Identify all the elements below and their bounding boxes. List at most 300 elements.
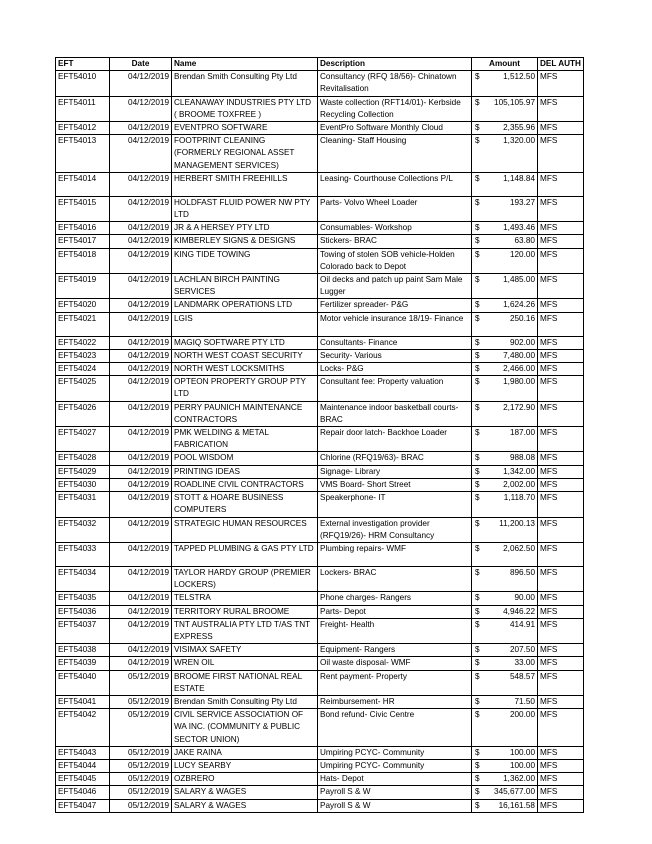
cell-description: Maintenance indoor basketball courts- BRAC xyxy=(318,401,472,426)
cell-eft: EFT54022 xyxy=(56,336,110,349)
currency-symbol: $ xyxy=(475,337,480,347)
cell-amount xyxy=(472,478,538,491)
cell-amount xyxy=(472,222,538,235)
cell-date: 04/12/2019 xyxy=(110,235,172,248)
cell-description: Fertilizer spreader- P&G xyxy=(318,299,472,312)
cell-amount xyxy=(472,605,538,618)
cell-name: HOLDFAST FLUID POWER NW PTY LTD xyxy=(172,196,318,221)
amount-value: 105,105.97 xyxy=(494,97,535,107)
cell-amount xyxy=(472,773,538,786)
cell-date: 04/12/2019 xyxy=(110,274,172,299)
cell-description: Reimbursement- HR xyxy=(318,695,472,708)
amount-value: 1,493.46 xyxy=(503,223,535,233)
cell-eft: EFT54026 xyxy=(56,401,110,426)
cell-date: 04/12/2019 xyxy=(110,196,172,221)
table-row xyxy=(56,657,584,670)
table-row xyxy=(56,135,584,173)
cell-del-auth: MFS xyxy=(538,799,584,812)
cell-del-auth: MFS xyxy=(538,299,584,312)
cell-name: Brendan Smith Consulting Pty Ltd xyxy=(172,71,318,96)
cell-description: Cleaning- Staff Housing xyxy=(318,135,472,173)
payments-document xyxy=(55,57,583,813)
table-row xyxy=(56,222,584,235)
amount-value: 2,172.90 xyxy=(503,402,535,412)
cell-description: Chlorine (RFQ19/63)- BRAC xyxy=(318,452,472,465)
cell-name: POOL WISDOM xyxy=(172,452,318,465)
currency-symbol: $ xyxy=(475,197,480,207)
cell-description: Hats- Depot xyxy=(318,773,472,786)
table-row xyxy=(56,478,584,491)
cell-eft: EFT54023 xyxy=(56,349,110,362)
cell-del-auth: MFS xyxy=(538,427,584,452)
cell-description: Towing of stolen SOB vehicle-Holden Colorado back to Depot xyxy=(318,248,472,273)
cell-del-auth: MFS xyxy=(538,135,584,173)
currency-symbol: $ xyxy=(475,300,480,310)
cell-date: 04/12/2019 xyxy=(110,478,172,491)
currency-symbol: $ xyxy=(475,275,480,285)
cell-del-auth: MFS xyxy=(538,773,584,786)
cell-del-auth: MFS xyxy=(538,401,584,426)
cell-eft: EFT54037 xyxy=(56,618,110,643)
table-row xyxy=(56,122,584,135)
table-row xyxy=(56,566,584,591)
cell-date: 04/12/2019 xyxy=(110,566,172,591)
amount-value: 896.50 xyxy=(509,567,535,577)
currency-symbol: $ xyxy=(475,593,480,603)
cell-eft: EFT54039 xyxy=(56,657,110,670)
currency-symbol: $ xyxy=(475,123,480,133)
cell-date: 04/12/2019 xyxy=(110,592,172,605)
currency-symbol: $ xyxy=(475,453,480,463)
cell-eft: EFT54033 xyxy=(56,542,110,566)
table-row xyxy=(56,312,584,336)
cell-description: Repair door latch- Backhoe Loader xyxy=(318,427,472,452)
currency-symbol: $ xyxy=(475,249,480,259)
cell-date: 04/12/2019 xyxy=(110,618,172,643)
currency-symbol: $ xyxy=(475,428,480,438)
cell-del-auth: MFS xyxy=(538,746,584,759)
cell-description: Motor vehicle insurance 18/19- Finance xyxy=(318,312,472,336)
table-row xyxy=(56,299,584,312)
cell-del-auth: MFS xyxy=(538,248,584,273)
currency-symbol: $ xyxy=(475,518,480,528)
cell-eft: EFT54036 xyxy=(56,605,110,618)
amount-value: 902.00 xyxy=(509,337,535,347)
cell-eft: EFT54031 xyxy=(56,492,110,517)
table-row xyxy=(56,336,584,349)
cell-amount xyxy=(472,274,538,299)
cell-description: Payroll S & W xyxy=(318,786,472,799)
cell-del-auth: MFS xyxy=(538,566,584,591)
cell-description: Consumables- Workshop xyxy=(318,222,472,235)
cell-amount xyxy=(472,336,538,349)
cell-description: Rent payment- Property xyxy=(318,670,472,695)
cell-amount xyxy=(472,248,538,273)
cell-eft: EFT54013 xyxy=(56,135,110,173)
cell-amount xyxy=(472,96,538,121)
cell-eft: EFT54040 xyxy=(56,670,110,695)
amount-value: 90.00 xyxy=(514,593,535,603)
cell-date: 05/12/2019 xyxy=(110,709,172,747)
cell-name: JAKE RAINA xyxy=(172,746,318,759)
currency-symbol: $ xyxy=(475,658,480,668)
cell-name: TAYLOR HARDY GROUP (PREMIER LOCKERS) xyxy=(172,566,318,591)
header-date: Date xyxy=(110,58,172,71)
currency-symbol: $ xyxy=(475,493,480,503)
cell-name: KIMBERLEY SIGNS & DESIGNS xyxy=(172,235,318,248)
amount-value: 1,624.26 xyxy=(503,300,535,310)
cell-del-auth: MFS xyxy=(538,349,584,362)
cell-del-auth: MFS xyxy=(538,618,584,643)
cell-del-auth: MFS xyxy=(538,336,584,349)
cell-date: 05/12/2019 xyxy=(110,773,172,786)
cell-del-auth: MFS xyxy=(538,222,584,235)
cell-name: SALARY & WAGES xyxy=(172,786,318,799)
amount-value: 1,118.70 xyxy=(503,493,535,503)
currency-symbol: $ xyxy=(475,747,480,757)
currency-symbol: $ xyxy=(475,760,480,770)
cell-amount xyxy=(472,401,538,426)
cell-amount xyxy=(472,122,538,135)
currency-symbol: $ xyxy=(475,710,480,720)
table-row xyxy=(56,172,584,196)
table-row xyxy=(56,248,584,273)
cell-eft: EFT54025 xyxy=(56,376,110,401)
table-row xyxy=(56,71,584,96)
cell-del-auth: MFS xyxy=(538,235,584,248)
cell-description: Security- Various xyxy=(318,349,472,362)
cell-eft: EFT54047 xyxy=(56,799,110,812)
cell-date: 05/12/2019 xyxy=(110,746,172,759)
cell-eft: EFT54019 xyxy=(56,274,110,299)
cell-del-auth: MFS xyxy=(538,759,584,772)
cell-del-auth: MFS xyxy=(538,274,584,299)
amount-value: 4,946.22 xyxy=(503,606,535,616)
cell-amount xyxy=(472,196,538,221)
currency-symbol: $ xyxy=(475,136,480,146)
cell-date: 04/12/2019 xyxy=(110,71,172,96)
cell-description: Plumbing repairs- WMF xyxy=(318,542,472,566)
currency-symbol: $ xyxy=(475,671,480,681)
cell-del-auth: MFS xyxy=(538,196,584,221)
cell-description: Consultants- Finance xyxy=(318,336,472,349)
cell-description: Oil waste disposal- WMF xyxy=(318,657,472,670)
cell-description: Locks- P&G xyxy=(318,363,472,376)
table-row xyxy=(56,695,584,708)
amount-value: 988.08 xyxy=(509,453,535,463)
cell-del-auth: MFS xyxy=(538,478,584,491)
cell-date: 04/12/2019 xyxy=(110,644,172,657)
amount-value: 120.00 xyxy=(509,249,535,259)
currency-symbol: $ xyxy=(475,479,480,489)
cell-description: Lockers- BRAC xyxy=(318,566,472,591)
cell-name: CLEANAWAY INDUSTRIES PTY LTD ( BROOME TOXFREE ) xyxy=(172,96,318,121)
cell-eft: EFT54043 xyxy=(56,746,110,759)
cell-description: Leasing- Courthouse Collections P/L xyxy=(318,172,472,196)
table-row xyxy=(56,799,584,812)
cell-del-auth: MFS xyxy=(538,657,584,670)
table-row xyxy=(56,773,584,786)
cell-del-auth: MFS xyxy=(538,592,584,605)
cell-del-auth: MFS xyxy=(538,492,584,517)
cell-amount xyxy=(472,542,538,566)
cell-description: Speakerphone- IT xyxy=(318,492,472,517)
cell-description: VMS Board- Short Street xyxy=(318,478,472,491)
currency-symbol: $ xyxy=(475,696,480,706)
cell-del-auth: MFS xyxy=(538,542,584,566)
table-row xyxy=(56,618,584,643)
cell-amount xyxy=(472,799,538,812)
amount-value: 1,148.84 xyxy=(503,173,535,183)
cell-description: Umpiring PCYC- Community xyxy=(318,759,472,772)
cell-eft: EFT54038 xyxy=(56,644,110,657)
cell-amount xyxy=(472,657,538,670)
cell-date: 04/12/2019 xyxy=(110,248,172,273)
cell-name: BROOME FIRST NATIONAL REAL ESTATE xyxy=(172,670,318,695)
cell-name: SALARY & WAGES xyxy=(172,799,318,812)
amount-value: 63.80 xyxy=(514,236,535,246)
cell-date: 04/12/2019 xyxy=(110,349,172,362)
currency-symbol: $ xyxy=(475,774,480,784)
cell-name: WREN OIL xyxy=(172,657,318,670)
cell-eft: EFT54044 xyxy=(56,759,110,772)
cell-name: HERBERT SMITH FREEHILLS xyxy=(172,172,318,196)
cell-name: FOOTPRINT CLEANING (FORMERLY REGIONAL ASSET MANAGEMENT SERVICES) xyxy=(172,135,318,173)
amount-value: 193.27 xyxy=(509,197,535,207)
header-eft: EFT xyxy=(56,58,110,71)
amount-value: 7,480.00 xyxy=(503,350,535,360)
cell-name: STRATEGIC HUMAN RESOURCES xyxy=(172,517,318,542)
cell-name: KING TIDE TOWING xyxy=(172,248,318,273)
cell-eft: EFT54011 xyxy=(56,96,110,121)
amount-value: 100.00 xyxy=(509,760,535,770)
cell-name: OPTEON PROPERTY GROUP PTY LTD xyxy=(172,376,318,401)
table-row xyxy=(56,363,584,376)
cell-eft: EFT54029 xyxy=(56,465,110,478)
amount-value: 33.00 xyxy=(514,658,535,668)
cell-date: 05/12/2019 xyxy=(110,695,172,708)
cell-description: External investigation provider (RFQ19/26)- HRM Consultancy xyxy=(318,517,472,542)
cell-description: Waste collection (RFT14/01)- Kerbside Recycling Collection xyxy=(318,96,472,121)
currency-symbol: $ xyxy=(475,619,480,629)
table-row xyxy=(56,235,584,248)
cell-del-auth: MFS xyxy=(538,376,584,401)
cell-eft: EFT54034 xyxy=(56,566,110,591)
currency-symbol: $ xyxy=(475,223,480,233)
header-name: Name xyxy=(172,58,318,71)
amount-value: 1,485.00 xyxy=(503,275,535,285)
amount-value: 1,362.00 xyxy=(503,774,535,784)
amount-value: 16,161.58 xyxy=(498,800,535,810)
cell-name: MAGIQ SOFTWARE PTY LTD xyxy=(172,336,318,349)
cell-description: Payroll S & W xyxy=(318,799,472,812)
cell-description: Parts- Volvo Wheel Loader xyxy=(318,196,472,221)
cell-eft: EFT54042 xyxy=(56,709,110,747)
cell-eft: EFT54046 xyxy=(56,786,110,799)
cell-date: 04/12/2019 xyxy=(110,492,172,517)
cell-name: LACHLAN BIRCH PAINTING SERVICES xyxy=(172,274,318,299)
currency-symbol: $ xyxy=(475,800,480,810)
amount-value: 548.57 xyxy=(509,671,535,681)
table-header-row xyxy=(56,58,584,71)
currency-symbol: $ xyxy=(475,543,480,553)
cell-date: 04/12/2019 xyxy=(110,542,172,566)
cell-description: Signage- Library xyxy=(318,465,472,478)
currency-symbol: $ xyxy=(475,377,480,387)
cell-date: 04/12/2019 xyxy=(110,299,172,312)
table-row xyxy=(56,670,584,695)
cell-amount xyxy=(472,644,538,657)
cell-eft: EFT54032 xyxy=(56,517,110,542)
cell-eft: EFT54020 xyxy=(56,299,110,312)
cell-date: 04/12/2019 xyxy=(110,465,172,478)
amount-value: 1,320.00 xyxy=(503,136,535,146)
cell-del-auth: MFS xyxy=(538,465,584,478)
cell-amount xyxy=(472,759,538,772)
currency-symbol: $ xyxy=(475,72,480,82)
cell-del-auth: MFS xyxy=(538,122,584,135)
cell-del-auth: MFS xyxy=(538,695,584,708)
cell-date: 05/12/2019 xyxy=(110,786,172,799)
cell-name: LUCY SEARBY xyxy=(172,759,318,772)
cell-date: 04/12/2019 xyxy=(110,401,172,426)
cell-date: 04/12/2019 xyxy=(110,517,172,542)
cell-amount xyxy=(472,71,538,96)
cell-amount xyxy=(472,670,538,695)
amount-value: 1,512.50 xyxy=(503,72,535,82)
cell-amount xyxy=(472,135,538,173)
cell-name: Brendan Smith Consulting Pty Ltd xyxy=(172,695,318,708)
cell-date: 05/12/2019 xyxy=(110,670,172,695)
currency-symbol: $ xyxy=(475,567,480,577)
header-description: Description xyxy=(318,58,472,71)
cell-description: Consultant fee: Property valuation xyxy=(318,376,472,401)
cell-eft: EFT54017 xyxy=(56,235,110,248)
table-row xyxy=(56,465,584,478)
cell-date: 04/12/2019 xyxy=(110,135,172,173)
amount-value: 1,342.00 xyxy=(503,466,535,476)
cell-name: TERRITORY RURAL BROOME xyxy=(172,605,318,618)
cell-name: OZBRERO xyxy=(172,773,318,786)
cell-del-auth: MFS xyxy=(538,363,584,376)
cell-description: Equipment- Rangers xyxy=(318,644,472,657)
amount-value: 2,002.00 xyxy=(503,479,535,489)
cell-date: 04/12/2019 xyxy=(110,376,172,401)
cell-amount xyxy=(472,517,538,542)
cell-name: NORTH WEST COAST SECURITY xyxy=(172,349,318,362)
amount-value: 11,200.13 xyxy=(499,518,535,528)
cell-amount xyxy=(472,465,538,478)
table-row xyxy=(56,786,584,799)
amount-value: 71.50 xyxy=(514,696,535,706)
cell-eft: EFT54016 xyxy=(56,222,110,235)
cell-del-auth: MFS xyxy=(538,71,584,96)
table-row xyxy=(56,196,584,221)
cell-name: ROADLINE CIVIL CONTRACTORS xyxy=(172,478,318,491)
cell-date: 04/12/2019 xyxy=(110,172,172,196)
table-row xyxy=(56,492,584,517)
cell-date: 05/12/2019 xyxy=(110,799,172,812)
cell-description: Consultancy (RFQ 18/56)- Chinatown Revitalisation xyxy=(318,71,472,96)
cell-date: 04/12/2019 xyxy=(110,122,172,135)
currency-symbol: $ xyxy=(475,350,480,360)
table-row xyxy=(56,274,584,299)
amount-value: 414.91 xyxy=(509,619,535,629)
amount-value: 200.00 xyxy=(509,710,535,720)
amount-value: 345,677.00 xyxy=(494,787,535,797)
currency-symbol: $ xyxy=(475,236,480,246)
currency-symbol: $ xyxy=(475,402,480,412)
cell-amount xyxy=(472,172,538,196)
cell-amount xyxy=(472,746,538,759)
cell-del-auth: MFS xyxy=(538,670,584,695)
currency-symbol: $ xyxy=(475,173,480,183)
header-del-auth: DEL AUTH xyxy=(538,58,584,71)
cell-amount xyxy=(472,312,538,336)
cell-eft: EFT54035 xyxy=(56,592,110,605)
cell-name: TAPPED PLUMBING & GAS PTY LTD xyxy=(172,542,318,566)
table-row xyxy=(56,746,584,759)
amount-value: 207.50 xyxy=(509,645,535,655)
cell-date: 05/12/2019 xyxy=(110,759,172,772)
cell-eft: EFT54045 xyxy=(56,773,110,786)
amount-value: 250.16 xyxy=(509,313,535,323)
cell-date: 04/12/2019 xyxy=(110,657,172,670)
currency-symbol: $ xyxy=(475,606,480,616)
currency-symbol: $ xyxy=(475,645,480,655)
cell-description: Bond refund- Civic Centre xyxy=(318,709,472,747)
table-row xyxy=(56,542,584,566)
cell-name: PERRY PAUNICH MAINTENANCE CONTRACTORS xyxy=(172,401,318,426)
cell-amount xyxy=(472,235,538,248)
currency-symbol: $ xyxy=(475,313,480,323)
table-row xyxy=(56,592,584,605)
cell-amount xyxy=(472,492,538,517)
cell-eft: EFT54024 xyxy=(56,363,110,376)
cell-name: NORTH WEST LOCKSMITHS xyxy=(172,363,318,376)
cell-amount xyxy=(472,618,538,643)
amount-value: 2,355.96 xyxy=(503,123,535,133)
table-row xyxy=(56,759,584,772)
cell-amount xyxy=(472,363,538,376)
currency-symbol: $ xyxy=(475,466,480,476)
cell-description: Parts- Depot xyxy=(318,605,472,618)
cell-name: STOTT & HOARE BUSINESS COMPUTERS xyxy=(172,492,318,517)
cell-amount xyxy=(472,592,538,605)
amount-value: 100.00 xyxy=(509,747,535,757)
cell-date: 04/12/2019 xyxy=(110,363,172,376)
table-row xyxy=(56,427,584,452)
cell-date: 04/12/2019 xyxy=(110,427,172,452)
cell-name: LANDMARK OPERATIONS LTD xyxy=(172,299,318,312)
cell-amount xyxy=(472,349,538,362)
cell-amount xyxy=(472,376,538,401)
cell-del-auth: MFS xyxy=(538,452,584,465)
table-row xyxy=(56,401,584,426)
payments-table xyxy=(55,57,584,813)
cell-del-auth: MFS xyxy=(538,96,584,121)
cell-name: JR & A HERSEY PTY LTD xyxy=(172,222,318,235)
cell-amount xyxy=(472,566,538,591)
cell-date: 04/12/2019 xyxy=(110,312,172,336)
cell-del-auth: MFS xyxy=(538,709,584,747)
cell-del-auth: MFS xyxy=(538,605,584,618)
cell-description: EventPro Software Monthly Cloud xyxy=(318,122,472,135)
cell-eft: EFT54028 xyxy=(56,452,110,465)
cell-name: TNT AUSTRALIA PTY LTD T/AS TNT EXPRESS xyxy=(172,618,318,643)
amount-value: 2,466.00 xyxy=(503,364,535,374)
cell-date: 04/12/2019 xyxy=(110,605,172,618)
